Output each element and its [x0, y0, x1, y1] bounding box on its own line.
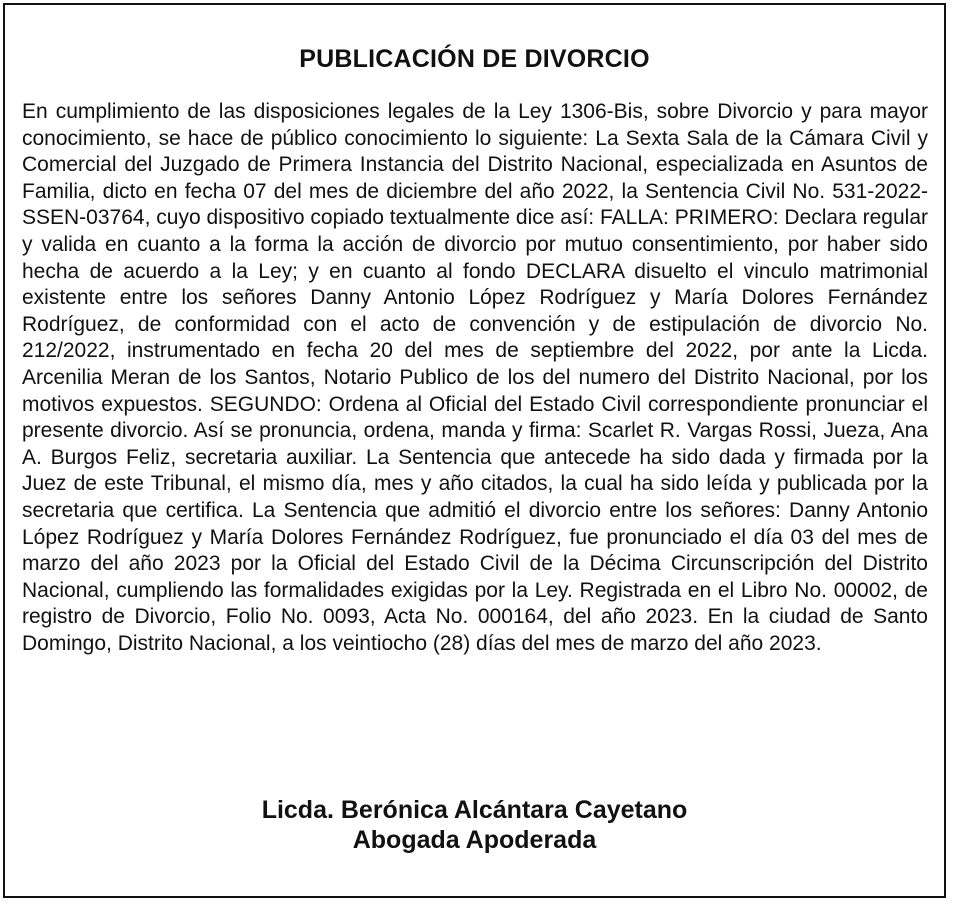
notice-frame — [3, 3, 946, 898]
notice-body: En cumplimiento de las disposiciones legales de la Ley 1306-Bis, sobre Divorcio y para mayor conocimiento, se hace de público conocimiento lo siguiente: La Sexta Sala de la Cámara Civil y Comercial del Juzgado de Primera Instancia del Distrito Nacional, especializada en Asuntos de Familia, dicto en fecha 07 del mes de diciembre del año 2022, la Sentencia Civil No. 531-2022-SSEN-03764, cuyo dispositivo copiado textualmente dice así: FALLA: PRIMERO: Declara regular y valida en cuanto a la forma la acción de divorcio por mutuo consentimiento, por haber sido hecha de acuerdo a la Ley; y en cuanto al fondo DECLARA disuelto el vinculo matrimonial existente entre los señores Danny Antonio López Rodríguez y María Dolores Fernández Rodríguez, de conformidad con el acto de convención y de estipulación de divorcio No. 212/2022, instrumentado en fecha 20 del mes de septiembre del 2022, por ante la Licda. Arcenilia Meran de los Santos, Notario Publico de los del numero del Distrito Nacional, por los motivos expuestos. SEGUNDO: Ordena al Oficial del Estado Civil correspondiente pronunciar el presente divorcio. Así se pronuncia, ordena, manda y firma: Scarlet R. Vargas Rossi, Jueza, Ana A. Burgos Feliz, secretaria auxiliar. La Sentencia que antecede ha sido dada y firmada por la Juez de este Tribunal, el mismo día, mes y año citados, la cual ha sido leída y publicada por la secretaria que certifica. La Sentencia que admitió el divorcio entre los señores: Danny Antonio López Rodríguez y María Dolores Fernández Rodríguez, fue pronunciado el día 03 del mes de marzo del año 2023 por la Oficial del Estado Civil de la Décima Circunscripción del Distrito Nacional, cumpliendo las formalidades exigidas por la Ley. Registrada en el Libro No. 00002, de registro de Divorcio, Folio No. 0093, Acta No. 000164, del año 2023. En la ciudad de Santo Domingo, Distrito Nacional, a los veintiocho (28) días del mes de marzo del año 2023. — [22, 100, 928, 655]
notice-title: PUBLICACIÓN DE DIVORCIO — [299, 45, 650, 73]
signature-block — [5, 795, 944, 855]
signature-name: Licda. Berónica Alcántara Cayetano — [261, 796, 688, 824]
signature-role: Abogada Apoderada — [352, 826, 597, 854]
